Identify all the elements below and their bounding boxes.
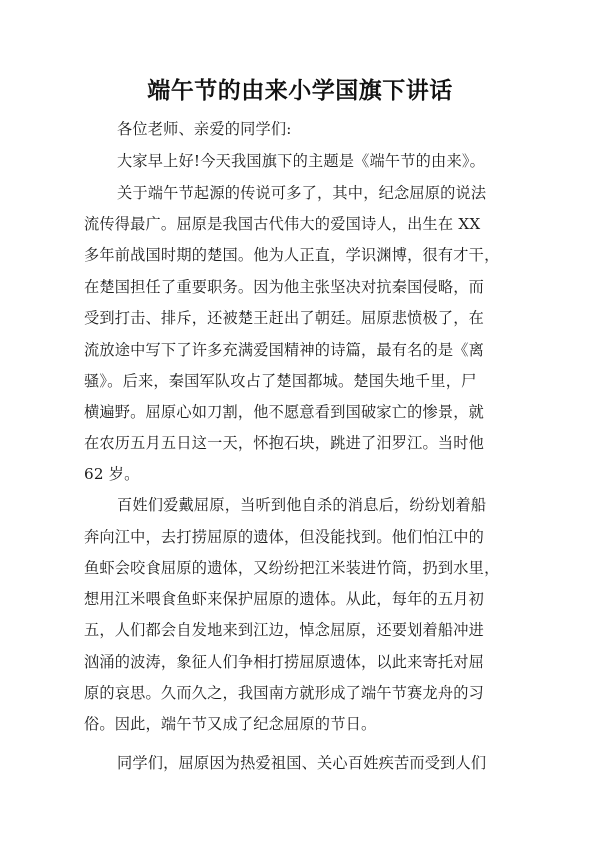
paragraph-line: 同学们，屈原因为热爱祖国、关心百姓疾苦而受到人们	[117, 754, 487, 772]
paragraph-line: 原的哀思。久而久之，我国南方就形成了端午节赛龙舟的习	[84, 684, 485, 702]
paragraph-line: 62 岁。	[84, 465, 140, 483]
paragraph-line: 俗。因此，端午节又成了纪念屈原的节日。	[84, 715, 377, 733]
paragraph-line: 奔向江中，去打捞屈原的遗体，但没能找到。他们怕江中的	[84, 528, 485, 546]
paragraph-line: 横遍野。屈原心如刀割，他不愿意看到国破家亡的惨景，就	[84, 403, 485, 421]
paragraph-line: 受到打击、排斥，还被楚王赶出了朝廷。屈原悲愤极了，在	[84, 309, 485, 327]
paragraph-line: 骚》。后来，秦国军队攻占了楚国都城。楚国失地千里，尸	[84, 372, 477, 390]
paragraph-line: 关于端午节起源的传说可多了，其中，纪念屈原的说法	[117, 184, 487, 202]
salutation-line: 各位老师、亲爱的同学们:	[117, 120, 292, 138]
paragraph-line: 多年前战国时期的楚国。他为人正直，学识渊博，很有才干，	[84, 246, 500, 264]
paragraph-line: 流放途中写下了许多充满爱国精神的诗篇，最有名的是《离	[84, 341, 485, 359]
paragraph-line: 在楚国担任了重要职务。因为他主张坚决对抗秦国侵略，而	[84, 278, 485, 296]
paragraph-line: 在农历五月五日这一天，怀抱石块，跳进了汨罗江。当时他	[84, 434, 485, 452]
paragraph-line: 百姓们爱戴屈原，当听到他自杀的消息后，纷纷划着船	[117, 496, 487, 514]
paragraph-line: 鱼虾会咬食屈原的遗体，又纷纷把江米装进竹筒，扔到水里，	[84, 559, 500, 577]
paragraph-line: 五，人们都会自发地来到江边，悼念屈原，还要划着船冲进	[84, 621, 485, 639]
paragraph-line: 流传得最广。屈原是我国古代伟大的爱国诗人，出生在 XX	[84, 215, 481, 233]
document-title: 端午节的由来小学国旗下讲话	[147, 77, 453, 104]
paragraph-line: 汹涌的波涛，象征人们争相打捞屈原遗体，以此来寄托对屈	[84, 653, 485, 671]
paragraph-line: 大家早上好!今天我国旗下的主题是《端午节的由来》。	[117, 152, 486, 170]
paragraph-line: 想用江米喂食鱼虾来保护屈原的遗体。从此，每年的五月初	[84, 590, 485, 608]
